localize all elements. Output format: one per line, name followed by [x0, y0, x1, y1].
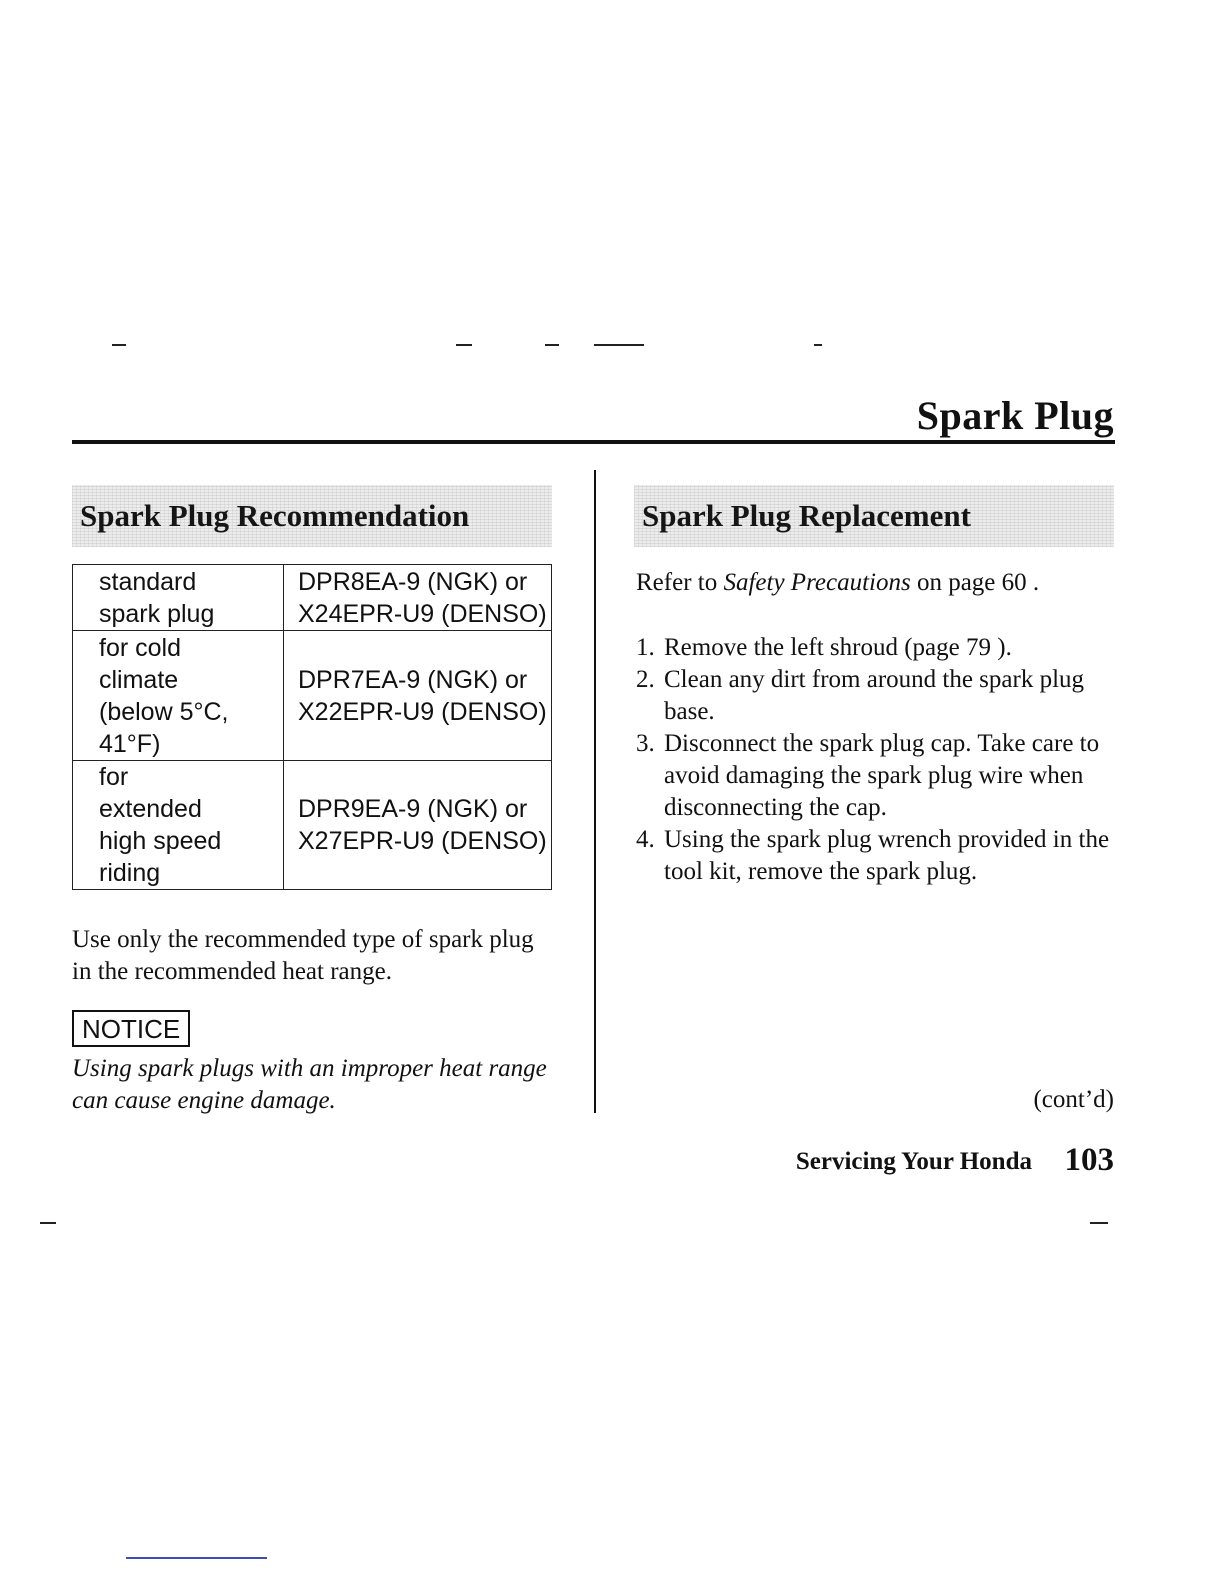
condition-text: for cold climate (below 5°C, 41°F)	[99, 633, 229, 758]
page-title: Spark Plug	[916, 393, 1114, 438]
recommendation-heading: Spark Plug Recommendation	[72, 485, 552, 547]
safety-precautions-link[interactable]: Safety Precautions	[723, 569, 911, 596]
step-text: Remove the left shroud (page 79 ).	[664, 634, 1012, 661]
condition-cell	[73, 565, 284, 631]
table-row	[73, 565, 552, 631]
scan-mark	[112, 344, 126, 346]
step-text: Using the spark plug wrench provided in the tool kit, remove the spark plug.	[664, 826, 1110, 885]
step-number: 3.	[636, 730, 655, 757]
scan-mark	[594, 344, 644, 346]
page-number: 103	[1064, 1142, 1114, 1178]
refer-suffix: on page 60 .	[910, 569, 1040, 596]
step-number: 2.	[636, 666, 655, 693]
notice-label: NOTICE	[72, 1010, 190, 1047]
replacement-steps	[636, 632, 1116, 888]
plug-cell	[284, 761, 552, 890]
list-item	[636, 824, 1116, 888]
scan-mark	[456, 344, 472, 346]
step-text: Disconnect the spark plug cap. Take care to avoid damaging the spark plug wire when disconnecting the cap.	[664, 730, 1100, 821]
column-divider	[594, 470, 596, 1113]
table-row	[73, 761, 552, 890]
step-number: 4.	[636, 826, 655, 853]
table-row	[73, 631, 552, 761]
scan-mark	[545, 344, 559, 346]
condition-cell	[73, 631, 284, 761]
list-item	[636, 632, 1116, 664]
scan-mark	[814, 344, 822, 346]
scan-mark	[1090, 1222, 1108, 1224]
plug-text: DPR9EA-9 (NGK) or X27EPR-U9 (DENSO)	[298, 795, 547, 855]
list-item	[636, 664, 1116, 728]
plug-text: DPR7EA-9 (NGK) or X22EPR-U9 (DENSO)	[298, 665, 547, 726]
condition-text: standard spark plug	[99, 567, 215, 628]
plug-cell	[284, 565, 552, 631]
plug-text: DPR8EA-9 (NGK) or X24EPR-U9 (DENSO)	[298, 567, 547, 628]
step-number: 1.	[636, 634, 655, 661]
refer-prefix: Refer to	[636, 569, 724, 596]
recommendation-note: Use only the recommended type of spark plug in the recommended heat range.	[72, 926, 534, 985]
footer-section-title: Servicing Your Honda	[795, 1148, 1032, 1175]
scan-mark	[40, 1222, 56, 1224]
safety-reference	[636, 567, 1116, 599]
continued-label: (cont’d)	[1033, 1086, 1114, 1113]
list-item	[636, 728, 1116, 824]
replacement-heading: Spark Plug Replacement	[634, 485, 1114, 547]
condition-text: for extended high speed riding	[99, 763, 222, 887]
notice-text: Using spark plugs with an improper heat range can cause engine damage.	[72, 1055, 547, 1114]
title-rule	[72, 440, 1115, 444]
bottom-rule	[126, 1557, 267, 1559]
plug-cell	[284, 631, 552, 761]
step-text: Clean any dirt from around the spark plug base.	[664, 666, 1085, 725]
spark-plug-table	[72, 564, 552, 890]
condition-cell	[73, 761, 284, 890]
